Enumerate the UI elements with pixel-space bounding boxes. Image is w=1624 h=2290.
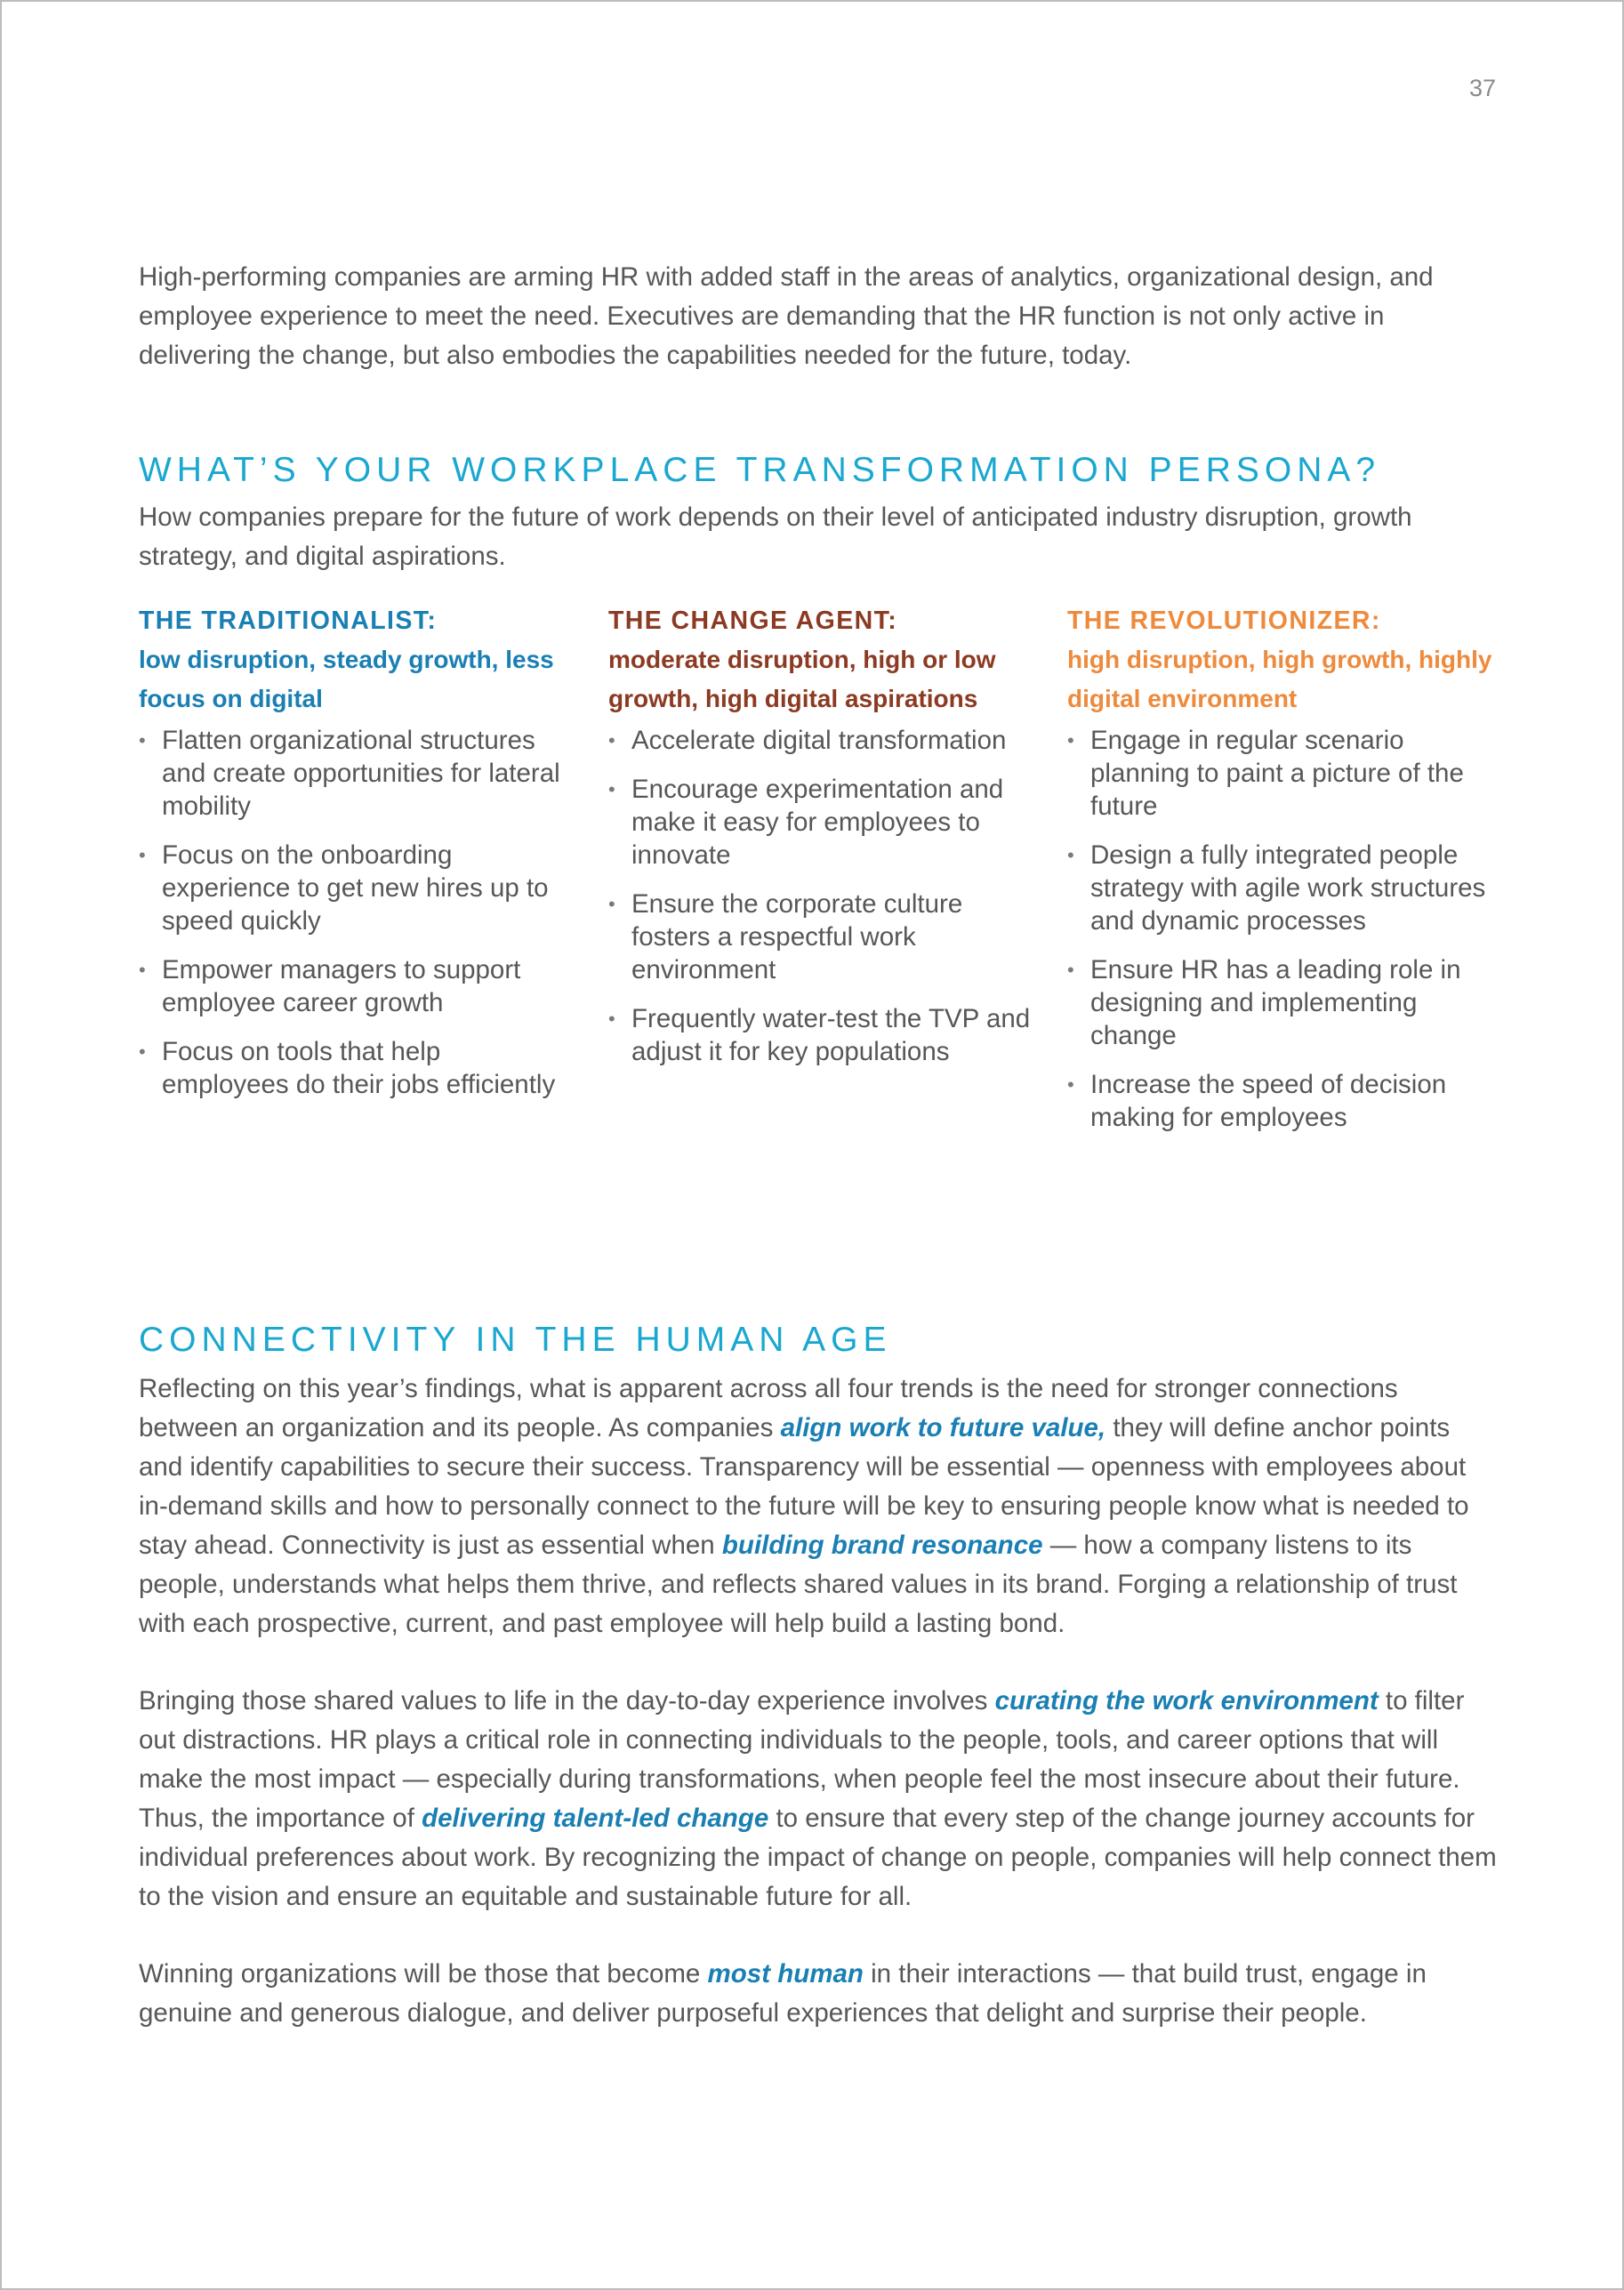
- connectivity-paragraph-1: [139, 1370, 1499, 1643]
- connectivity-paragraph-3: [139, 1955, 1499, 2033]
- persona-bullet: • Accelerate digital transformation: [608, 724, 1035, 757]
- connectivity-heading: CONNECTIVITY IN THE HUMAN AGE: [139, 1321, 892, 1359]
- emphasis-text: delivering talent-led change: [422, 1804, 769, 1833]
- persona-lead: How companies prepare for the future of work depends on their level of anticipated industry disruption, growth strategy, and digital aspirations.: [139, 502, 1412, 571]
- persona-bullet-list: [139, 724, 566, 1101]
- persona-subtitle: moderate disruption, high or low growth, high digital aspirations: [608, 646, 996, 712]
- persona-heading: WHAT’S YOUR WORKPLACE TRANSFORMATION PERSONA?: [139, 451, 1381, 489]
- text-run: they will define anchor points and identify capabilities to secure their success. Transparency will be essential — openness with employees about in-demand skills and how to personally connect to the future will be key to ensuring people know what is needed to stay ahead. Connectivity is just as essential when: [139, 1413, 1469, 1560]
- text-run: — how a company listens to its people, understands what helps them thrive, and reflects shared values in its brand. Forging a relationship of trust with each prospective, current, and past employee will help build a lasting bond.: [139, 1531, 1458, 1638]
- persona-bullet: • Focus on the onboarding experience to get new hires up to speed quickly: [139, 839, 566, 937]
- persona-column-revolutionizer: [1067, 601, 1503, 1150]
- persona-bullet: • Ensure the corporate culture fosters a respectful work environment: [608, 888, 1035, 986]
- persona-title: THE TRADITIONALIST:: [139, 607, 438, 635]
- emphasis-text: curating the work environment: [994, 1686, 1379, 1715]
- text-run: Reflecting on this year’s findings, what is apparent across all four trends is the need for stronger connections between an organization and its people. As companies: [139, 1374, 1398, 1442]
- text-run: to ensure that every step of the change journey accounts for individual preferences about work. By recognizing the impact of change on people, companies will help connect them to the vision and ensure an equitable and sustainable future for all.: [139, 1804, 1497, 1911]
- persona-bullet: • Flatten organizational structures and create opportunities for lateral mobility: [139, 724, 566, 823]
- persona-column-change-agent: [608, 601, 1035, 1084]
- persona-title: THE REVOLUTIONIZER:: [1067, 607, 1381, 635]
- emphasis-text: align work to future value,: [780, 1413, 1106, 1442]
- persona-bullet: • Ensure HR has a leading role in designing and implementing change: [1067, 953, 1503, 1052]
- persona-bullet: • Increase the speed of decision making for employees: [1067, 1068, 1503, 1134]
- emphasis-text: most human: [707, 1959, 864, 1989]
- persona-columns: [139, 601, 1499, 1215]
- persona-bullet: • Engage in regular scenario planning to paint a picture of the future: [1067, 724, 1503, 823]
- intro-paragraph: High-performing companies are arming HR with added staff in the areas of analytics, organizational design, and employee experience to meet the need. Executives are demanding that the HR function is not only active in delivering the change, but also embodies the capabilities needed for the future, today.: [139, 262, 1434, 370]
- persona-bullet-list: [1067, 724, 1503, 1134]
- persona-bullet: • Focus on tools that help employees do their jobs efficiently: [139, 1035, 566, 1101]
- persona-column-traditionalist: [139, 601, 566, 1117]
- persona-bullet: • Encourage experimentation and make it easy for employees to innovate: [608, 773, 1035, 872]
- persona-subtitle: high disruption, high growth, highly digital environment: [1067, 646, 1492, 712]
- text-run: Winning organizations will be those that become: [139, 1959, 708, 1989]
- text-run: Bringing those shared values to life in the day-to-day experience involves: [139, 1686, 995, 1715]
- persona-bullet: • Frequently water-test the TVP and adjust it for key populations: [608, 1002, 1035, 1068]
- text-run: to filter out distractions. HR plays a critical role in connecting individuals to the people, tools, and career options that will make the most impact — especially during transformations, when people feel the most insecure about their future. Thus, the importance of: [139, 1686, 1465, 1833]
- emphasis-text: building brand resonance: [721, 1531, 1043, 1560]
- text-run: in their interactions — that build trust, engage in genuine and generous dialogue, and deliver purposeful experiences that delight and surprise their people.: [139, 1959, 1427, 2028]
- persona-title: THE CHANGE AGENT:: [608, 607, 898, 635]
- persona-bullet: • Design a fully integrated people strategy with agile work structures and dynamic processes: [1067, 839, 1503, 937]
- connectivity-paragraph-2: [139, 1682, 1499, 1916]
- page-number: 37: [1468, 75, 1496, 101]
- persona-subtitle: low disruption, steady growth, less focus on digital: [139, 646, 554, 712]
- persona-bullet-list: [608, 724, 1035, 1068]
- page-content: [139, 251, 1499, 2033]
- persona-bullet: • Empower managers to support employee career growth: [139, 953, 566, 1019]
